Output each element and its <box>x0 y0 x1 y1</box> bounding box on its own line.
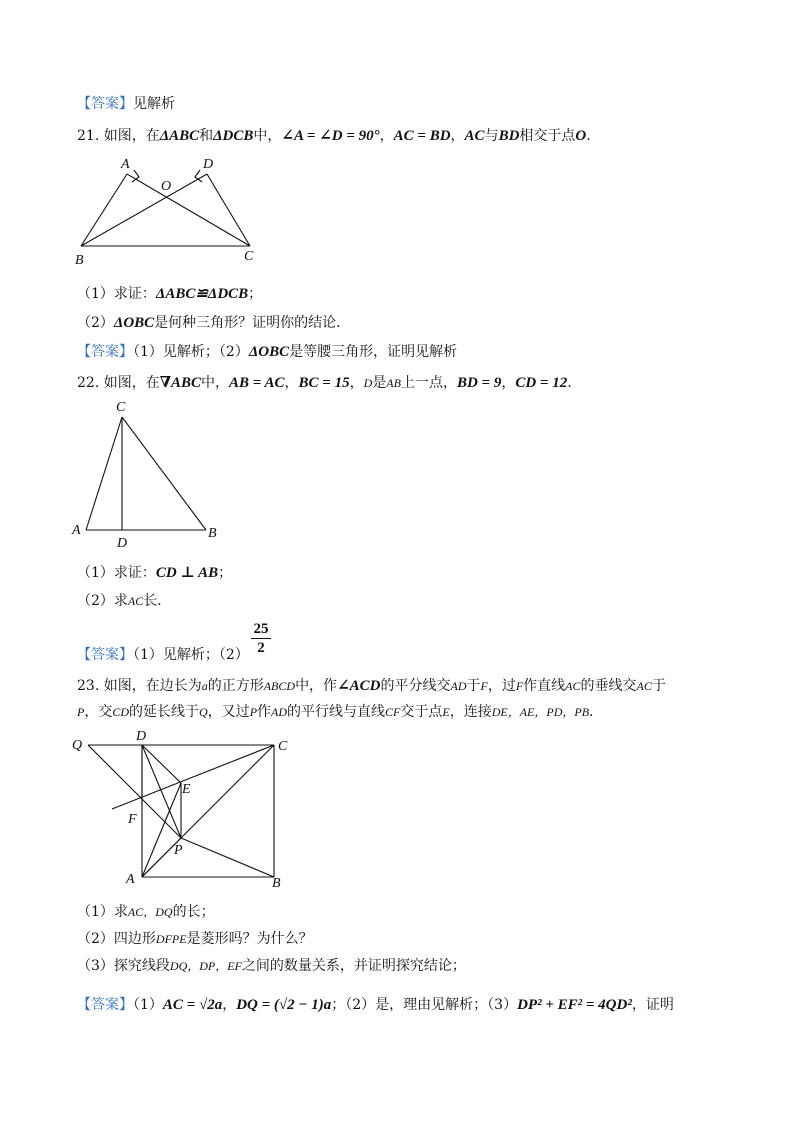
label-d: D <box>203 157 214 172</box>
answer-tag: 【答案】 <box>77 96 133 112</box>
q22-sub1 <box>77 564 232 582</box>
text: （2）求 <box>77 593 128 609</box>
q23-sub1 <box>77 903 215 921</box>
text: 的长； <box>172 904 215 920</box>
math: AC = √2a <box>162 997 223 1013</box>
math: AC <box>464 128 485 144</box>
math: ∠ACD <box>337 678 381 694</box>
text: 中， <box>201 375 230 391</box>
text: ，交 <box>84 704 113 720</box>
text: 的平分线交 <box>380 678 451 694</box>
q23-answer <box>77 996 674 1014</box>
segment-pb <box>181 838 274 877</box>
q23-sub3 <box>77 957 466 975</box>
answer-tag: 【答案】 <box>77 647 133 663</box>
text: 21. 如图，在 <box>77 128 160 144</box>
text: （3）探究线段 <box>77 958 170 974</box>
var: P <box>77 705 85 719</box>
text: ；（2）是，理由见解析；（3） <box>331 997 518 1013</box>
q22-answer <box>77 646 249 664</box>
text: 于 <box>651 678 666 694</box>
label-c: C <box>244 249 254 264</box>
text: 长. <box>143 593 162 609</box>
segment-ae <box>142 783 181 877</box>
text: ， <box>284 375 299 391</box>
var: AD <box>271 705 288 719</box>
q23-stem-line1 <box>77 677 666 695</box>
var: E <box>442 705 450 719</box>
math: ΔDCB <box>213 128 254 144</box>
label-a: A <box>121 157 130 172</box>
text: 上一点， <box>400 375 457 391</box>
text: ， <box>222 997 237 1013</box>
math: CD = 12 <box>515 375 568 391</box>
var: a <box>201 679 208 693</box>
text: ， <box>379 128 394 144</box>
answer-fraction <box>250 620 272 657</box>
q21-sub1 <box>77 285 262 303</box>
math: ΔABC≌ΔDCB <box>155 286 249 302</box>
text: ，连接 <box>449 704 492 720</box>
text: （2） <box>77 315 114 331</box>
label-c: C <box>116 400 126 415</box>
q22-stem <box>77 374 572 392</box>
text: 和 <box>199 128 214 144</box>
var: CD <box>112 705 130 719</box>
math: BC = 15 <box>298 375 350 391</box>
label-c: C <box>278 739 288 754</box>
math: CD ⊥ AB <box>155 565 219 581</box>
math: ΔOBC <box>113 315 155 331</box>
var: Q <box>199 705 208 719</box>
var: AC <box>127 594 144 608</box>
segment-de <box>142 745 181 783</box>
q23-stem-line2 <box>77 703 594 721</box>
var: F <box>515 679 524 693</box>
label-d: D <box>136 729 147 744</box>
var: D <box>363 376 373 390</box>
text: （1）见解析；（2） <box>133 647 249 663</box>
q21-answer <box>77 343 457 361</box>
q20-answer-line <box>77 95 175 113</box>
fraction-denominator: 2 <box>257 640 265 656</box>
var: AD <box>450 679 467 693</box>
text: 的延长线于 <box>129 704 200 720</box>
math: DQ = (√2 − 1)a <box>236 997 332 1013</box>
text: （1）求证： <box>77 286 156 302</box>
text: ， <box>349 375 364 391</box>
q23-sub2 <box>77 930 313 948</box>
text: 相交于点 <box>519 128 576 144</box>
label-a: A <box>72 523 81 538</box>
text: ， <box>450 128 465 144</box>
text: 于 <box>466 678 481 694</box>
text: . <box>589 704 594 720</box>
label-f: F <box>128 812 137 827</box>
fraction-numerator: 25 <box>253 621 269 637</box>
text: ； <box>248 286 263 302</box>
var: AB <box>386 376 401 390</box>
math: ∇ABC <box>159 375 202 391</box>
text: 作直线 <box>523 678 566 694</box>
answer-tag: 【答案】 <box>77 997 133 1013</box>
label-b: B <box>75 253 84 268</box>
label-b: B <box>272 876 281 891</box>
text: . <box>586 128 591 144</box>
text: （2）四边形 <box>77 931 156 947</box>
text: ，证明 <box>631 997 674 1013</box>
label-d: D <box>117 536 128 551</box>
text: ，过 <box>487 678 516 694</box>
label-p: P <box>174 843 183 858</box>
var: CF <box>385 705 401 719</box>
math: ∠A = ∠D = 90° <box>281 128 380 144</box>
text: 的正方形 <box>207 678 264 694</box>
math: O <box>575 128 587 144</box>
q22-figure <box>68 395 228 555</box>
q21-sub2 <box>77 314 350 332</box>
line-cf <box>112 745 274 809</box>
label-q: Q <box>72 738 83 753</box>
q22-sub2 <box>77 592 162 610</box>
text: ， <box>501 375 516 391</box>
math: BD = 9 <box>456 375 502 391</box>
text: 23. 如图，在边长为 <box>77 678 202 694</box>
text: 22. 如图，在 <box>77 375 160 391</box>
text: 与 <box>484 128 499 144</box>
var: DQ，DP，EF <box>169 959 242 973</box>
math: AB = AC <box>229 375 285 391</box>
text: 是 <box>372 375 387 391</box>
label-o: O <box>161 179 172 194</box>
q21-figure <box>72 150 272 268</box>
var: AC <box>636 679 652 693</box>
segment-ba <box>81 174 127 246</box>
math: BD <box>498 128 520 144</box>
var: F <box>480 679 488 693</box>
text: 的平行线与直线 <box>287 704 386 720</box>
var: P <box>249 705 258 719</box>
text: （1）见解析；（2） <box>133 344 249 360</box>
var: ABCD <box>263 679 296 693</box>
text: 交于点 <box>400 704 443 720</box>
var: AC <box>565 679 581 693</box>
var: DE，AE，PD，PB <box>491 705 590 719</box>
label-a: A <box>126 872 135 887</box>
text: （1）求 <box>77 904 128 920</box>
text: 中，作 <box>295 678 338 694</box>
var: AC，DQ <box>127 905 173 919</box>
text: 中， <box>253 128 282 144</box>
segment-cb <box>122 417 206 530</box>
text: 是等腰三角形，证明见解析 <box>289 344 458 360</box>
math: DP² + EF² = 4QD² <box>517 997 632 1013</box>
math: ΔABC <box>159 128 200 144</box>
text: ； <box>218 565 233 581</box>
label-e: E <box>182 782 191 797</box>
text: 的垂线交 <box>580 678 637 694</box>
segment-cd <box>207 174 250 246</box>
text: （1） <box>133 997 163 1013</box>
segment-ac <box>86 417 122 530</box>
math: ΔOBC <box>248 344 290 360</box>
text: （1）求证： <box>77 565 156 581</box>
text: ，又过 <box>207 704 250 720</box>
text: 作 <box>257 704 272 720</box>
answer-tag: 【答案】 <box>77 344 133 360</box>
text: 是菱形吗？为什么？ <box>186 931 313 947</box>
text: 是何种三角形？证明你的结论． <box>154 315 351 331</box>
q21-stem <box>77 127 591 145</box>
var: DFPE <box>155 932 187 946</box>
math: AC = BD <box>393 128 451 144</box>
text: . <box>567 375 572 391</box>
text: 之间的数量关系，并证明探究结论； <box>241 958 466 974</box>
segment-dp <box>142 745 181 838</box>
label-b: B <box>208 526 217 541</box>
q23-figure <box>68 725 298 893</box>
answer-text: 见解析 <box>133 96 175 112</box>
